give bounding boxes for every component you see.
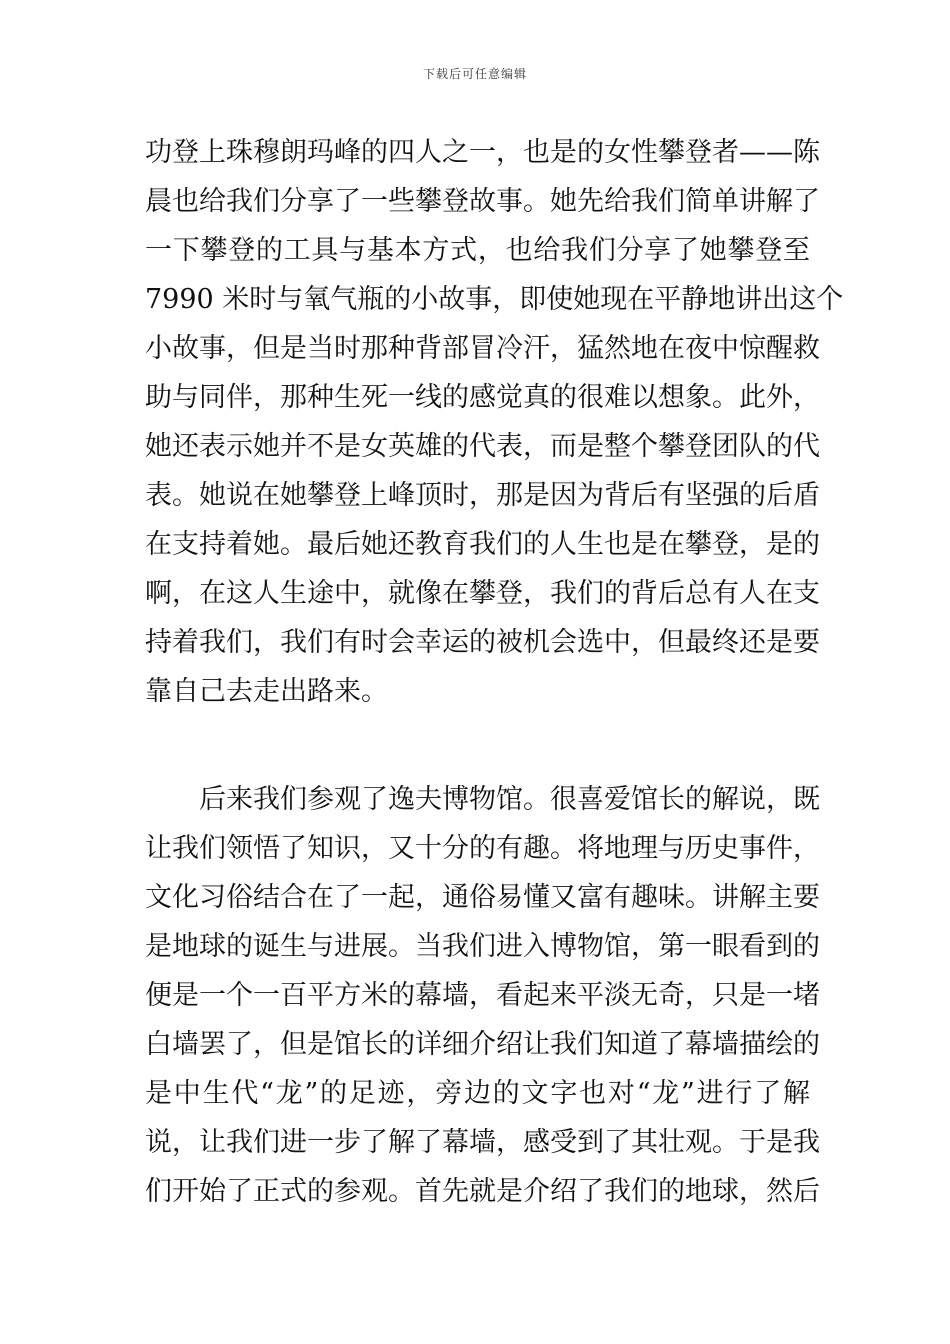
text-line: 表。她说在她攀登上峰顶时，那是因为背后有坚强的后盾: [145, 480, 820, 511]
page-header: 下载后可任意编辑: [422, 67, 527, 81]
paragraph-2: [145, 775, 820, 1216]
text-line: 靠自己去走出路来。: [145, 676, 388, 707]
paragraph-1: [145, 128, 844, 716]
text-line: 晨也给我们分享了一些攀登故事。她先给我们简单讲解了: [145, 186, 820, 217]
text-line: 后来我们参观了逸夫博物馆。很喜爱馆长的解说，既: [199, 784, 820, 815]
text-line: 持着我们，我们有时会幸运的被机会选中，但最终还是要: [145, 627, 820, 658]
text-line: 白墙罢了，但是馆长的详细介绍让我们知道了幕墙描绘的: [145, 1029, 820, 1060]
text-line: 是中生代“龙”的足迹，旁边的文字也对“龙”进行了解: [145, 1078, 810, 1109]
text-line: 说，让我们进一步了解了幕墙，感受到了其壮观。于是我: [145, 1127, 820, 1158]
text-line: 文化习俗结合在了一起，通俗易懂又富有趣味。讲解主要: [145, 882, 820, 913]
text-line: 啊，在这人生途中，就像在攀登，我们的背后总有人在支: [145, 578, 820, 609]
text-line: 她还表示她并不是女英雄的代表，而是整个攀登团队的代: [145, 431, 820, 462]
text-line: 助与同伴，那种生死一线的感觉真的很难以想象。此外，: [145, 382, 820, 413]
text-line: 便是一个一百平方米的幕墙，看起来平淡无奇，只是一堵: [145, 980, 820, 1011]
text-line: 7990 米时与氧气瓶的小故事，即使她现在平静地讲出这个: [145, 284, 844, 315]
text-line: 让我们领悟了知识，又十分的有趣。将地理与历史事件，: [145, 833, 820, 864]
text-line: 功登上珠穆朗玛峰的四人之一，也是的女性攀登者——陈: [145, 137, 820, 168]
text-line: 们开始了正式的参观。首先就是介绍了我们的地球，然后: [145, 1176, 820, 1207]
text-line: 是地球的诞生与进展。当我们进入博物馆，第一眼看到的: [145, 931, 820, 962]
text-line: 在支持着她。最后她还教育我们的人生也是在攀登，是的: [145, 529, 820, 560]
text-line: 小故事，但是当时那种背部冒冷汗，猛然地在夜中惊醒救: [145, 333, 820, 364]
text-line: 一下攀登的工具与基本方式，也给我们分享了她攀登至: [145, 235, 810, 266]
